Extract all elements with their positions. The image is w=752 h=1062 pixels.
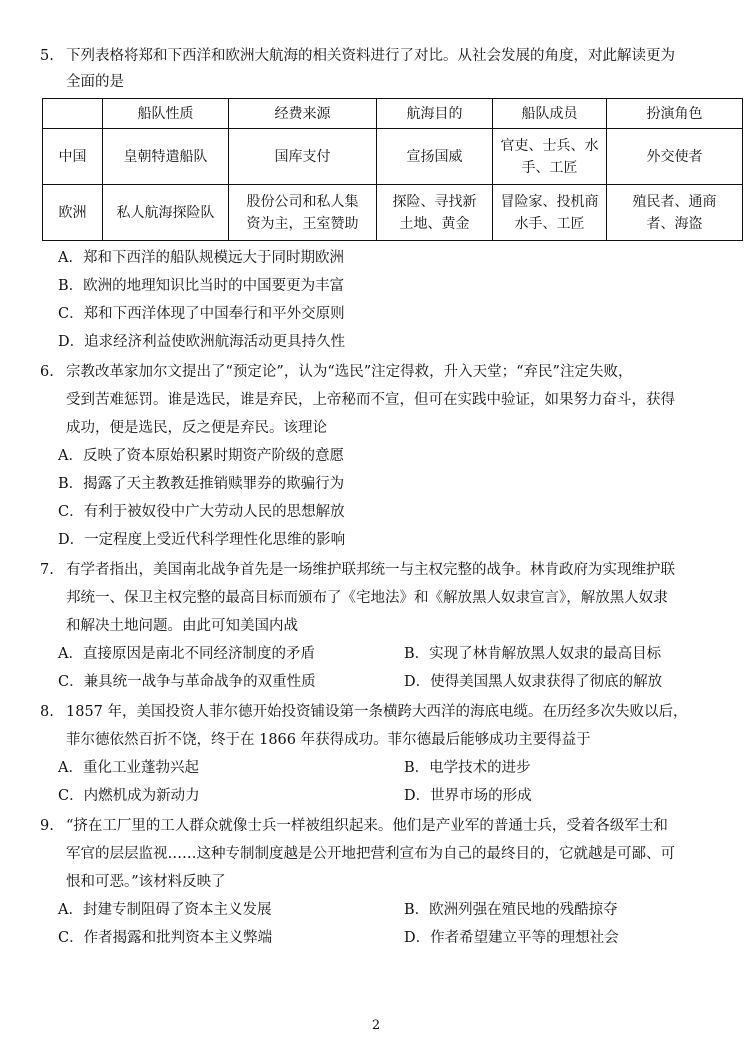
question-stem: 全面的是 (66, 74, 124, 90)
table-cell (493, 185, 607, 241)
question-stem: 军官的层层监视……这种专制制度越是公开地把营利宣布为自己的最终目的，它就越是可鄙、可 (66, 846, 675, 862)
table-cell: 欧洲 (43, 185, 103, 241)
cell-line: 者、海盗 (646, 215, 703, 232)
option-a: A．直接原因是南北不同经济制度的矛盾 (58, 646, 315, 662)
option-a: A．封建专制阻碍了资本主义发展 (58, 902, 272, 918)
table-cell: 宣扬国威 (377, 129, 493, 185)
option-a: A．重化工业蓬勃兴起 (58, 760, 199, 776)
cell-line: 官吏、士兵、水 (500, 137, 599, 154)
question-stem: 1857 年，美国投资人菲尔德开始投资铺设第一条横跨大西洋的海底电缆。在历经多次失败以后， (66, 704, 688, 720)
question-number: 6. (40, 364, 54, 380)
table-cell: 皇朝特遣船队 (103, 129, 229, 185)
option-b: B．电学技术的进步 (404, 760, 531, 776)
option-c: C．有利于被奴役中广大劳动人民的思想解放 (58, 504, 345, 520)
cell-line: 探险、寻找新 (392, 193, 477, 210)
option-d: D．世界市场的形成 (404, 788, 532, 804)
table-header-cell: 船队成员 (493, 99, 607, 129)
option-c: C．郑和下西洋体现了中国奉行和平外交原则 (58, 306, 345, 322)
option-b: B．欧洲的地理知识比当时的中国要更为丰富 (58, 278, 345, 294)
table-header-cell: 扮演角色 (607, 99, 743, 129)
question-number: 9. (40, 818, 54, 834)
option-a: A．郑和下西洋的船队规模远大于同时期欧洲 (58, 250, 344, 266)
question-stem: 受到苦难惩罚。谁是选民，谁是弃民，上帝秘而不宣，但可在实践中验证，如果努力奋斗，获得 (66, 392, 675, 408)
option-a: A．反映了资本原始积累时期资产阶级的意愿 (58, 448, 344, 464)
question-stem: 下列表格将郑和下西洋和欧洲大航海的相关资料进行了对比。从社会发展的角度，对此解读更为 (66, 48, 675, 64)
table-cell (493, 129, 607, 185)
question-stem: 菲尔德依然百折不饶，终于在 1866 年获得成功。菲尔德最后能够成功主要得益于 (66, 732, 591, 748)
page-number: 2 (371, 1018, 381, 1033)
option-d: D．追求经济利益使欧洲航海活动更具持久性 (58, 334, 346, 350)
table-header-cell (43, 99, 103, 129)
question-number: 8. (40, 704, 54, 720)
option-c: C．内燃机成为新动力 (58, 788, 200, 804)
table-row (43, 129, 743, 185)
table-cell: 外交使者 (607, 129, 743, 185)
option-c: C．作者揭露和批判资本主义弊端 (58, 930, 273, 946)
option-b: B．实现了林肯解放黑人奴隶的最高目标 (404, 646, 662, 662)
question-number: 5. (40, 48, 54, 64)
question-stem: 成功，便是选民，反之便是弃民。该理论 (66, 420, 327, 436)
option-b: B．欧洲列强在殖民地的残酷掠夺 (404, 902, 618, 918)
table-cell: 国库支付 (229, 129, 377, 185)
option-c: C．兼具统一战争与革命战争的双重性质 (58, 674, 316, 690)
table-header-cell: 经费来源 (229, 99, 377, 129)
question-number: 7. (40, 562, 54, 578)
table-cell: 私人航海探险队 (103, 185, 229, 241)
question-stem: 有学者指出，美国南北战争首先是一场维护联邦统一与主权完整的战争。林肯政府为实现维护联 (66, 562, 675, 578)
cell-line: 水手、工匠 (514, 215, 585, 232)
question-stem: 宗教改革家加尔文提出了“预定论”，认为“选民”注定得救，升入天堂；“弃民”注定失败， (66, 364, 633, 380)
cell-line: 殖民者、通商 (632, 193, 717, 210)
table-header-cell: 船队性质 (103, 99, 229, 129)
cell-line: 冒险家、投机商 (500, 193, 599, 210)
table-header-cell: 航海目的 (377, 99, 493, 129)
option-d: D．使得美国黑人奴隶获得了彻底的解放 (404, 674, 663, 690)
table-cell: 中国 (43, 129, 103, 185)
table-row (43, 185, 743, 241)
table-cell (377, 185, 493, 241)
cell-line: 股份公司和私人集 (246, 193, 359, 210)
table-cell (229, 185, 377, 241)
cell-line: 资为主，王室赞助 (246, 215, 359, 232)
option-d: D．作者希望建立平等的理想社会 (404, 930, 619, 946)
question-stem: “挤在工厂里的工人群众就像士兵一样被组织起来。他们是产业军的普通士兵，受着各级军士和 (66, 818, 668, 834)
question-stem: 和解决土地问题。由此可知美国内战 (66, 618, 298, 634)
question-stem: 邦统一、保卫主权完整的最高目标而颁布了《宅地法》和《解放黑人奴隶宣言》，解放黑人奴隶 (66, 590, 668, 606)
table-cell (607, 185, 743, 241)
cell-line: 手、工匠 (521, 159, 578, 176)
question-stem: 恨和可恶。”该材料反映了 (66, 874, 226, 890)
table-header-row (43, 99, 743, 129)
comparison-table (42, 98, 743, 241)
option-b: B．揭露了天主教教廷推销赎罪券的欺骗行为 (58, 476, 345, 492)
cell-line: 土地、黄金 (399, 215, 470, 232)
option-d: D．一定程度上受近代科学理性化思维的影响 (58, 532, 346, 548)
